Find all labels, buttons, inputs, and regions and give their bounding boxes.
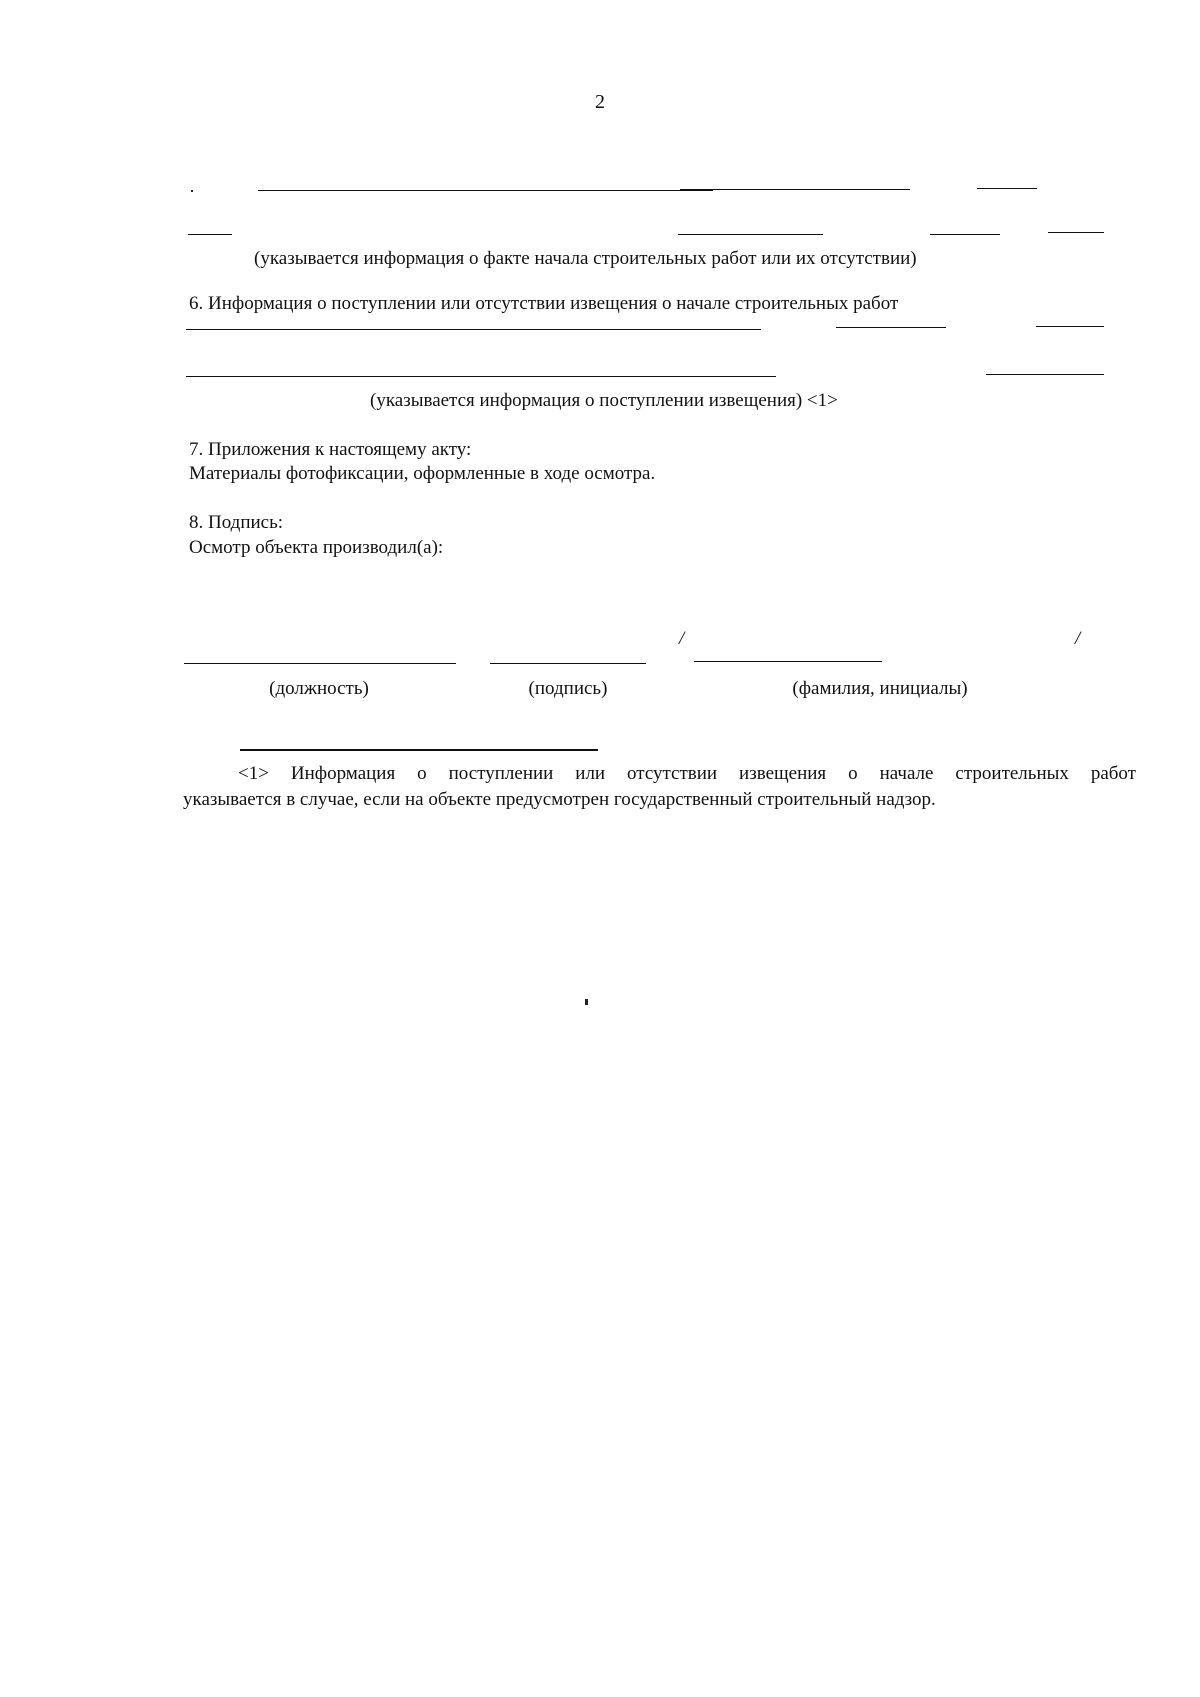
footnote-line-2: указывается в случае, если на объекте предусмотрен государственный строительный надзор. xyxy=(183,789,936,810)
page-number: 2 xyxy=(595,91,605,113)
label-signature: (подпись) xyxy=(528,678,608,699)
blank-line xyxy=(188,234,232,235)
footnote-line-1: <1> Информация о поступлении или отсутствии извещения о начале строительных работ xyxy=(238,763,1136,784)
blank-line xyxy=(373,190,713,191)
blank-line xyxy=(678,234,823,235)
position-line xyxy=(184,663,456,664)
section-7-title: 7. Приложения к настоящему акту: xyxy=(189,439,472,460)
blank-line xyxy=(977,188,1037,189)
blank-line xyxy=(836,327,946,328)
slash-separator: / xyxy=(1075,628,1081,649)
stray-dot xyxy=(191,190,193,192)
section-6-title: 6. Информация о поступлении или отсутствии извещения о начале строительных работ xyxy=(189,293,899,314)
stray-mark xyxy=(585,999,588,1005)
blank-line xyxy=(930,234,1000,235)
blank-line xyxy=(1036,326,1104,327)
footnote-separator xyxy=(240,749,598,751)
blank-line xyxy=(186,376,776,377)
label-position: (должность) xyxy=(269,678,369,699)
caption-notice: (указывается информация о поступлении извещения) <1> xyxy=(370,390,838,411)
label-name: (фамилия, инициалы) xyxy=(792,678,968,699)
section-8-title: 8. Подпись: xyxy=(189,512,284,533)
signature-line xyxy=(490,663,646,664)
blank-line xyxy=(986,374,1104,375)
blank-line xyxy=(186,329,761,330)
section-8-text: Осмотр объекта производил(а): xyxy=(189,537,444,558)
blank-line xyxy=(680,189,910,190)
section-7-text: Материалы фотофиксации, оформленные в ходе осмотра. xyxy=(189,463,656,484)
caption-start-of-works: (указывается информация о факте начала строительных работ или их отсутствии) xyxy=(254,248,917,269)
blank-line xyxy=(258,190,373,191)
blank-line xyxy=(1048,232,1104,233)
name-line xyxy=(694,661,882,662)
slash-separator: / xyxy=(679,628,685,649)
